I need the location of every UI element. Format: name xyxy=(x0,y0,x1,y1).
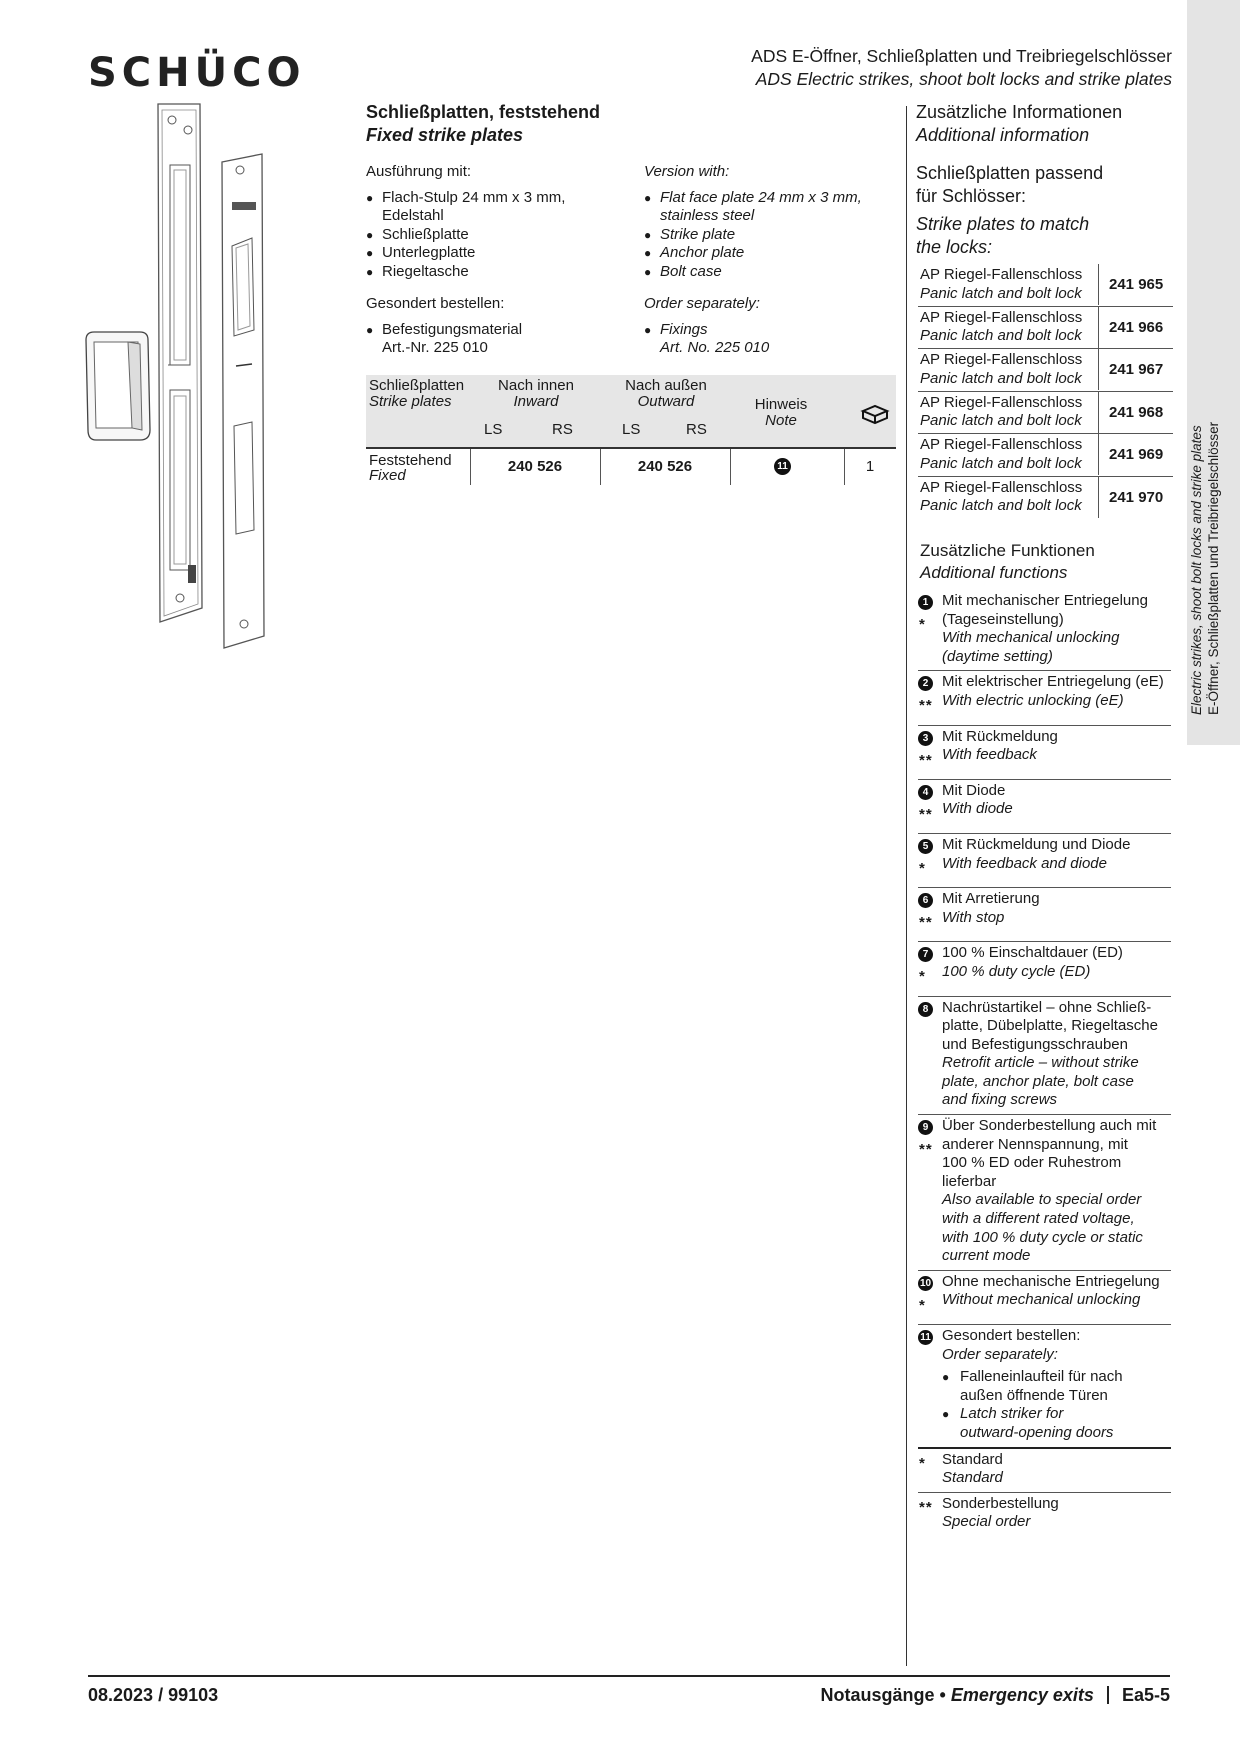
function-star: * xyxy=(919,616,926,633)
footer-rule xyxy=(88,1675,1170,1677)
version-list-de xyxy=(366,189,636,282)
lock-article-no: 241 969 xyxy=(1098,434,1173,475)
lock-table xyxy=(918,264,1173,519)
footer-page-number: Ea5-5 xyxy=(1121,1685,1170,1705)
inward-article-no: 240 526 xyxy=(507,458,563,475)
lock-article-no: 241 965 xyxy=(1098,264,1173,305)
column-divider xyxy=(906,106,907,1666)
strike-plate-drawing xyxy=(150,100,212,630)
order-list-en xyxy=(644,321,904,358)
col-outward-rs: RS xyxy=(686,421,707,438)
legend-star: * xyxy=(919,1454,926,1472)
version-block-de xyxy=(366,163,636,358)
col-note: Hinweis Note xyxy=(754,396,808,429)
function-star: ** xyxy=(919,697,933,715)
list-item: ● Riegeltasche xyxy=(366,263,636,282)
lock-article-no: 241 970 xyxy=(1098,477,1173,518)
header-title-en: ADS Electric strikes, shoot bolt locks and strike plates xyxy=(755,69,1172,89)
function-item: 5 * Mit Rückmeldung und Diode With feedback and diode xyxy=(918,834,1171,888)
col-inward-rs: RS xyxy=(552,421,573,438)
footer-bullet: • xyxy=(939,1685,946,1705)
note-badge: 11 xyxy=(774,458,791,475)
function-item: 2 ** Mit elektrischer Entriegelung (eE) With electric unlocking (eE) xyxy=(918,671,1171,725)
list-item: ● Fixings Art. No. 225 010 xyxy=(644,321,904,358)
match-locks-en: Strike plates to match the locks: xyxy=(916,214,1090,257)
section-title-en: Fixed strike plates xyxy=(366,125,524,145)
side-tab-text-en: Electric strikes, shoot bolt locks and strike plates xyxy=(1189,425,1204,715)
row-name: Feststehend Fixed xyxy=(369,452,452,484)
side-tab-text xyxy=(1188,415,1222,715)
header-title-de: ADS E-Öffner, Schließplatten und Treibriegelschlösser xyxy=(751,46,1172,66)
function-star: * xyxy=(919,968,926,986)
function-number-badge: 5 xyxy=(918,839,933,854)
page-header xyxy=(751,45,1172,91)
col-strike-plates: Schließplatten Strike plates xyxy=(369,377,465,410)
lock-article-no: 241 967 xyxy=(1098,349,1173,390)
function-star: ** xyxy=(919,914,933,932)
functions-title: Zusätzliche Funktionen Additional functions xyxy=(920,541,1095,582)
function-number-badge: 9 xyxy=(918,1120,933,1135)
table-row: AP Riegel-Fallenschloss Panic latch and bolt lock 241 968 xyxy=(918,392,1173,435)
function-star: * xyxy=(919,859,926,877)
footer-section xyxy=(820,1685,1170,1706)
function-number-badge: 7 xyxy=(918,947,933,962)
function-item: 6 ** Mit Arretierung With stop xyxy=(918,888,1171,942)
table-row: AP Riegel-Fallenschloss Panic latch and bolt lock 241 970 xyxy=(918,477,1173,519)
col-inward-ls: LS xyxy=(484,421,503,438)
col-inward: Nach innen Inward xyxy=(498,377,574,410)
function-number-badge: 3 xyxy=(918,731,933,746)
function-item: 10 * Ohne mechanische Entriegelung Without mechanical unlocking xyxy=(918,1271,1171,1325)
function-star: * xyxy=(919,1296,926,1314)
package-qty: 1 xyxy=(865,458,875,475)
function-item: 8 Nachrüstartikel – ohne Schließ- platte, Dübelplatte, Riegeltasche und Befestigungsschrauben Retrofit article – without strike plate, anchor plate, bolt case and fixing screws xyxy=(918,997,1171,1116)
footer-section-en: Emergency exits xyxy=(950,1685,1094,1705)
footer-date-code: 08.2023 / 99103 xyxy=(88,1685,219,1705)
functions-list xyxy=(918,590,1171,1536)
additional-info-title: Zusätzliche Informationen Additional information xyxy=(916,102,1123,145)
package-qty-icon xyxy=(860,403,890,425)
function-item: 11 Gesondert bestellen: Order separately: ● Falleneinlaufteil für nach außen öffnende Türen ● Latch striker for outward-opening doors xyxy=(918,1325,1171,1449)
version-list-en xyxy=(644,189,904,282)
function-item: 7 * 100 % Einschaltdauer (ED) 100 % duty cycle (ED) xyxy=(918,942,1171,996)
strike-plate-table xyxy=(366,375,896,485)
bolt-case-drawing xyxy=(80,330,155,445)
footer-section-de: Notausgänge xyxy=(820,1685,935,1705)
function-item: 4 ** Mit Diode With diode xyxy=(918,780,1171,834)
function-number-badge: 10 xyxy=(919,1277,932,1289)
list-item: ● Befestigungsmaterial Art.-Nr. 225 010 xyxy=(366,321,636,358)
table-row: AP Riegel-Fallenschloss Panic latch and bolt lock 241 967 xyxy=(918,349,1173,392)
function-item: 1 * Mit mechanischer Entriegelung (Tageseinstellung) With mechanical unlocking (daytime setting) xyxy=(918,590,1171,671)
function-star: ** xyxy=(919,1141,933,1159)
col-outward: Nach außen Outward xyxy=(625,377,707,410)
table-row: AP Riegel-Fallenschloss Panic latch and bolt lock 241 966 xyxy=(918,307,1173,350)
lock-article-no: 241 968 xyxy=(1098,392,1173,433)
legend-item: ** Sonderbestellung Special order xyxy=(919,1494,1059,1531)
list-item: ● Schließplatte xyxy=(366,226,636,245)
function-number-badge: 1 xyxy=(918,595,933,610)
function-item: 3 ** Mit Rückmeldung With feedback xyxy=(918,726,1171,780)
function-number-badge: 11 xyxy=(918,1330,933,1345)
section-title xyxy=(366,101,600,147)
item11-bullets xyxy=(942,1368,1171,1442)
face-plate-drawing xyxy=(218,150,268,660)
function-star: ** xyxy=(919,751,933,769)
version-label-de: Ausführung mit: xyxy=(366,163,472,180)
list-item: ● Unterlegplatte xyxy=(366,244,636,263)
order-list-de xyxy=(366,321,636,358)
list-item: ● Anchor plate xyxy=(644,244,904,263)
list-item: ● Bolt case xyxy=(644,263,904,282)
function-star: ** xyxy=(919,805,933,823)
function-number-badge: 8 xyxy=(918,1002,933,1017)
list-item: ● Flach-Stulp 24 mm x 3 mm, Edelstahl xyxy=(366,189,636,226)
col-outward-ls: LS xyxy=(622,421,641,438)
function-number-badge: 2 xyxy=(918,676,933,691)
side-tab-text-de: E-Öffner, Schließplatten und Treibriegelschlösser xyxy=(1206,421,1221,715)
function-number-badge: 4 xyxy=(918,785,933,800)
version-block-en xyxy=(644,163,904,358)
table-row: AP Riegel-Fallenschloss Panic latch and bolt lock 241 969 xyxy=(918,434,1173,477)
list-item: ● Strike plate xyxy=(644,226,904,245)
table-header xyxy=(366,375,896,449)
version-label-en: Version with: xyxy=(644,163,730,180)
outward-article-no: 240 526 xyxy=(637,458,693,475)
list-item: ● Flat face plate 24 mm x 3 mm, stainless steel xyxy=(644,189,904,226)
legend-star: ** xyxy=(919,1498,933,1516)
lock-article-no: 241 966 xyxy=(1098,307,1173,348)
legend-item: * Standard Standard xyxy=(918,1449,1171,1493)
function-number-badge: 6 xyxy=(918,893,933,908)
match-locks-de: Schließplatten passend für Schlösser: xyxy=(916,163,1104,206)
function-item: 9 ** Über Sonderbestellung auch mit anderer Nennspannung, mit 100 % ED oder Ruhestrom lieferbar Also available to special order with a different rated voltage, with 100 % duty cycle or static current mode xyxy=(918,1115,1171,1271)
list-item: ● Latch striker for outward-opening doors xyxy=(942,1405,1171,1442)
schueco-logo: SCHÜCO xyxy=(88,50,306,96)
list-item: ● Falleneinlaufteil für nach außen öffnende Türen xyxy=(942,1368,1171,1405)
table-row: AP Riegel-Fallenschloss Panic latch and bolt lock 241 965 xyxy=(918,264,1173,307)
section-title-de: Schließplatten, feststehend xyxy=(366,102,601,122)
order-label-de: Gesondert bestellen: xyxy=(366,295,505,312)
order-label-en: Order separately: xyxy=(644,295,760,312)
table-row xyxy=(366,449,896,485)
